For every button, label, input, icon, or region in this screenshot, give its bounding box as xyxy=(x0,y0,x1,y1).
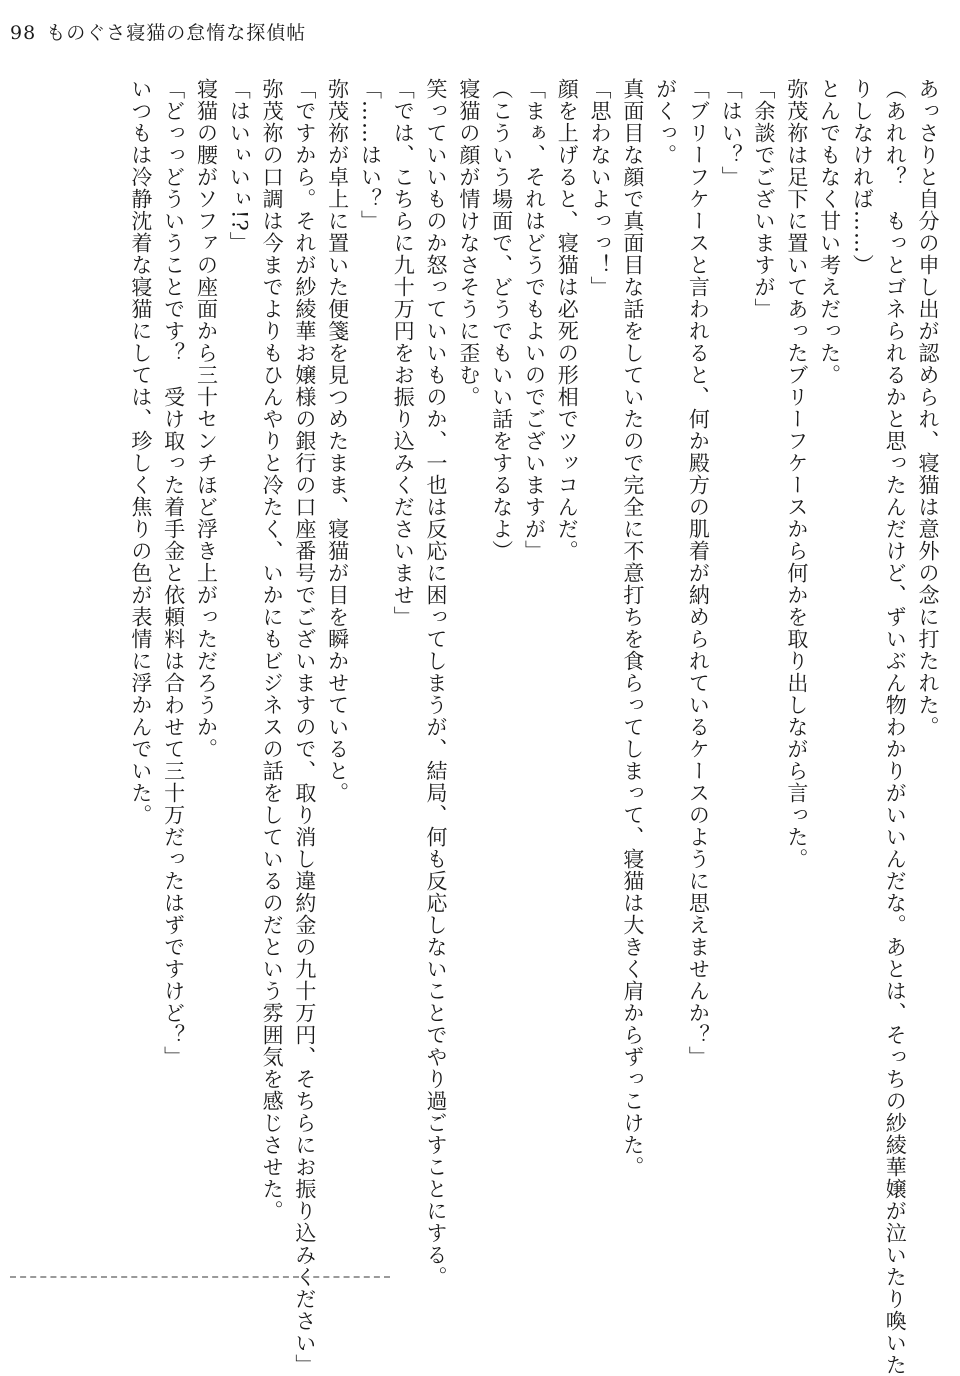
text-line: がくっ。 xyxy=(653,78,678,166)
text-line: （こういう場面で、どうでもいい話をするなよ） xyxy=(489,78,514,562)
text-line: 「はい？」 xyxy=(719,78,744,188)
text-line: 「どっっどういうことです？ 受け取った着手金と依頼料は合わせて三十万だったはずですけど？」 xyxy=(161,78,186,1068)
text-line: あっさりと自分の申し出が認められ、寝猫は意外の念に打たれた。 xyxy=(916,78,940,738)
running-header xyxy=(10,18,306,45)
text-line: いつもは冷静沈着な寝猫にしては、珍しく焦りの色が表情に浮かんでいた。 xyxy=(128,78,153,826)
vertical-text-body xyxy=(124,78,944,1376)
text-line: 「思わないよっっ！」 xyxy=(588,78,613,298)
text-line: 弥茂祢の口調は今までよりもひんやりと冷たく、いかにもビジネスの話をしているのだという雰囲気を感じさせた。 xyxy=(260,78,285,1222)
page-number: 98 xyxy=(10,22,37,44)
text-line: 「まぁ、それはどうでもよいのでございますが」 xyxy=(522,78,547,562)
text-line: とんでもなく甘い考えだった。 xyxy=(817,78,842,386)
text-line: 寝猫の顔が情けなさそうに歪む。 xyxy=(456,78,481,408)
book-title: ものぐさ寝猫の怠惰な探偵帖 xyxy=(46,22,307,44)
text-line: 「はいぃいぃ!?」 xyxy=(227,78,252,254)
text-line: 「では、こちらに九十万円をお振り込みくださいませ」 xyxy=(391,78,416,628)
text-line: 「……はい？」 xyxy=(358,78,383,232)
text-line: 笑っていいものか怒っていいものか、一也は反応に困ってしまうが、結局、何も反応しないことでやり過ごすことにする。 xyxy=(424,78,449,1288)
text-line: 弥茂祢が卓上に置いた便箋を見つめたまま、寝猫が目を瞬かせていると。 xyxy=(325,78,350,804)
text-line: 弥茂祢は足下に置いてあったブリーフケースから何かを取り出しながら言った。 xyxy=(784,78,809,870)
text-line: 「ですから。それが紗綾華お嬢様の銀行の口座番号でございますので、取り消し違約金の九十万円、そちらにお振り込みください」 xyxy=(292,78,317,1376)
footer-divider xyxy=(10,1276,390,1278)
text-line: りしなければ……） xyxy=(850,78,875,276)
text-line: （あれれ？ もっとゴネられるかと思ったんだけど、ずいぶん物わかりがいいんだな。あとは、そっちの紗綾華嬢が泣いたり喚いた xyxy=(883,78,908,1376)
text-line: 真面目な顔で真面目な話をしていたので完全に不意打ちを食らってしまって、寝猫は大きく肩からずっこけた。 xyxy=(620,78,645,1178)
text-line: 顔を上げると、寝猫は必死の形相でツッコんだ。 xyxy=(555,78,580,562)
text-line: 寝猫の腰がソファの座面から三十センチほど浮き上がっただろうか。 xyxy=(194,78,219,760)
text-line: 「ブリーフケースと言われると、何か殿方の肌着が納められているケースのように思えませんか？」 xyxy=(686,78,711,1068)
text-line: 「余談でございますが」 xyxy=(752,78,777,320)
